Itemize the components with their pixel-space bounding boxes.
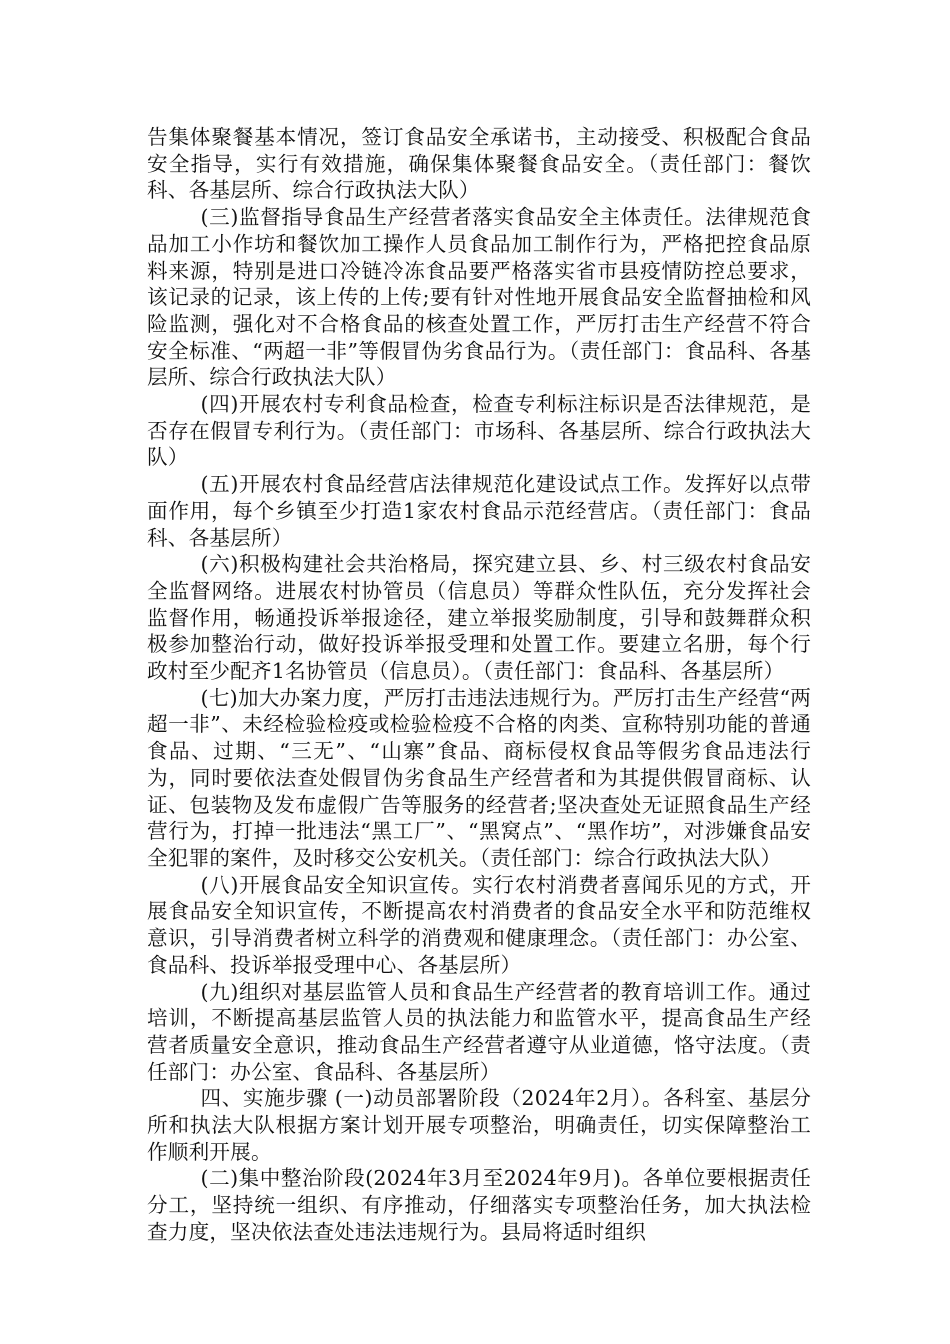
paragraph-item-6: (六)积极构建社会共治格局，探究建立县、乡、村三级农村食品安全监督网络。进展农村协管员（信息员）等群众性队伍，充分发挥社会监督作用，畅通投诉举报途径，建立举报奖励制度，引导和鼓舞群众积极参加整治行动，做好投诉举报受理和处置工作。要建立名册，每个行政村至少配齐1名协管员（信息员）。（责任部门：食品科、各基层所）	[147, 552, 811, 684]
paragraph-item-9: (九)组织对基层监管人员和食品生产经营者的教育培训工作。通过培训，不断提高基层监管人员的执法能力和监管水平，提高食品生产经营者质量安全意识，推动食品生产经营者遵守从业道德，恪守法度。（责任部门：办公室、食品科、各基层所）	[147, 979, 811, 1084]
paragraph-item-8: (八)开展食品安全知识宣传。实行农村消费者喜闻乐见的方式，开展食品安全知识宣传，不断提高农村消费者的食品安全水平和防范维权意识，引导消费者树立科学的消费观和健康理念。（责任部门：办公室、食品科、投诉举报受理中心、各基层所）	[147, 872, 811, 977]
paragraph-item-5: (五)开展农村食品经营店法律规范化建设试点工作。发挥好以点带面作用，每个乡镇至少打造1家农村食品示范经营店。（责任部门：食品科、各基层所）	[147, 472, 811, 550]
document-body	[147, 124, 811, 1246]
paragraph-section-4-step-1: 四、实施步骤 (一)动员部署阶段（2024年2月）。各科室、基层分所和执法大队根据方案计划开展专项整治，明确责任，切实保障整治工作顺利开展。	[147, 1086, 811, 1164]
paragraph-continuation: 告集体聚餐基本情况，签订食品安全承诺书，主动接受、积极配合食品安全指导，实行有效措施，确保集体聚餐食品安全。（责任部门：餐饮科、各基层所、综合行政执法大队）	[147, 125, 811, 203]
paragraph-section-4-step-2: (二)集中整治阶段(2024年3月至2024年9月)。各单位要根据责任分工，坚持统一组织、有序推动，仔细落实专项整治任务，加大执法检查力度，坚决依法查处违法违规行为。县局将适时组织	[147, 1166, 811, 1244]
paragraph-item-3: (三)监督指导食品生产经营者落实食品安全主体责任。法律规范食品加工小作坊和餐饮加工操作人员食品加工制作行为，严格把控食品原料来源，特别是进口冷链冷冻食品要严格落实省市县疫情防控总要求，该记录的记录，该上传的上传;要有针对性地开展食品安全监督抽检和风险监测，强化对不合格食品的核查处置工作，严厉打击生产经营不符合安全标准、“两超一非”等假冒伪劣食品行为。（责任部门：食品科、各基层所、综合行政执法大队）	[147, 205, 811, 390]
paragraph-item-4: (四)开展农村专利食品检查，检查专利标注标识是否法律规范，是否存在假冒专利行为。（责任部门：市场科、各基层所、综合行政执法大队）	[147, 392, 811, 470]
paragraph-item-7: (七)加大办案力度，严厉打击违法违规行为。严厉打击生产经营“两超一非”、未经检验检疫或检验检疫不合格的肉类、宣称特别功能的普通食品、过期、“三无”、“山寨”食品、商标侵权食品等假劣食品违法行为，同时要依法查处假冒伪劣食品生产经营者和为其提供假冒商标、认证、包装物及发布虚假广告等服务的经营者;坚决查处无证照食品生产经营行为，打掉一批违法“黑工厂”、“黑窝点”、“黑作坊”，对涉嫌食品安全犯罪的案件，及时移交公安机关。（责任部门：综合行政执法大队）	[147, 685, 811, 870]
